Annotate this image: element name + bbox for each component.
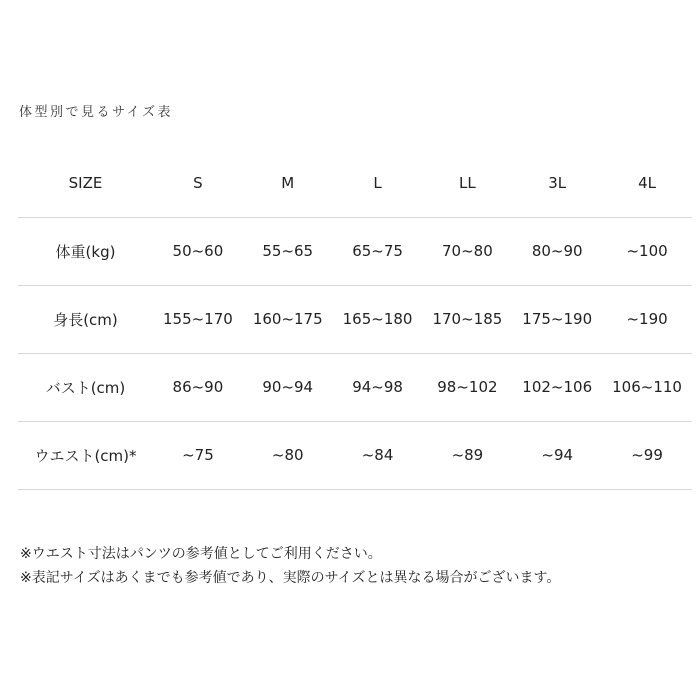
row-label: ウエスト(cm)* bbox=[18, 421, 153, 489]
table-cell: 80~90 bbox=[512, 217, 602, 285]
table-cell: 170~185 bbox=[422, 285, 512, 353]
note-waist: ※ウエスト寸法はパンツの参考値としてご利用ください。 bbox=[20, 546, 382, 562]
table-cell: ~190 bbox=[602, 285, 692, 353]
table-cell: 165~180 bbox=[333, 285, 423, 353]
table-cell: ~94 bbox=[512, 421, 602, 489]
table-row-bust bbox=[18, 353, 692, 421]
table-cell: 90~94 bbox=[243, 353, 333, 421]
table-cell: 65~75 bbox=[333, 217, 423, 285]
header-size-m: M bbox=[243, 150, 333, 217]
section-title: 体型別で見るサイズ表 bbox=[19, 105, 173, 120]
size-chart-table bbox=[18, 150, 692, 490]
table-cell: ~89 bbox=[422, 421, 512, 489]
header-size-3l: 3L bbox=[512, 150, 602, 217]
notes bbox=[20, 542, 560, 590]
table-header-row bbox=[18, 150, 692, 217]
table-cell: 50~60 bbox=[153, 217, 243, 285]
header-size-label: SIZE bbox=[18, 150, 153, 217]
table-cell: 55~65 bbox=[243, 217, 333, 285]
row-label: 体重(kg) bbox=[18, 217, 153, 285]
table-cell: 94~98 bbox=[333, 353, 423, 421]
table-cell: 175~190 bbox=[512, 285, 602, 353]
table-cell: 98~102 bbox=[422, 353, 512, 421]
table-cell: ~99 bbox=[602, 421, 692, 489]
table-row-weight bbox=[18, 217, 692, 285]
table-row-waist bbox=[18, 421, 692, 489]
table-row-height bbox=[18, 285, 692, 353]
table-cell: 106~110 bbox=[602, 353, 692, 421]
table-cell: ~84 bbox=[333, 421, 423, 489]
row-label: バスト(cm) bbox=[18, 353, 153, 421]
table-cell: 155~170 bbox=[153, 285, 243, 353]
table-cell: ~80 bbox=[243, 421, 333, 489]
table-cell: 70~80 bbox=[422, 217, 512, 285]
table-cell: 160~175 bbox=[243, 285, 333, 353]
row-label: 身長(cm) bbox=[18, 285, 153, 353]
table-cell: 102~106 bbox=[512, 353, 602, 421]
table-cell: ~75 bbox=[153, 421, 243, 489]
header-size-ll: LL bbox=[422, 150, 512, 217]
header-size-s: S bbox=[153, 150, 243, 217]
table-cell: ~100 bbox=[602, 217, 692, 285]
table-cell: 86~90 bbox=[153, 353, 243, 421]
note-disclaimer: ※表記サイズはあくまでも参考値であり、実際のサイズとは異なる場合がございます。 bbox=[20, 570, 561, 586]
header-size-4l: 4L bbox=[602, 150, 692, 217]
header-size-l: L bbox=[333, 150, 423, 217]
